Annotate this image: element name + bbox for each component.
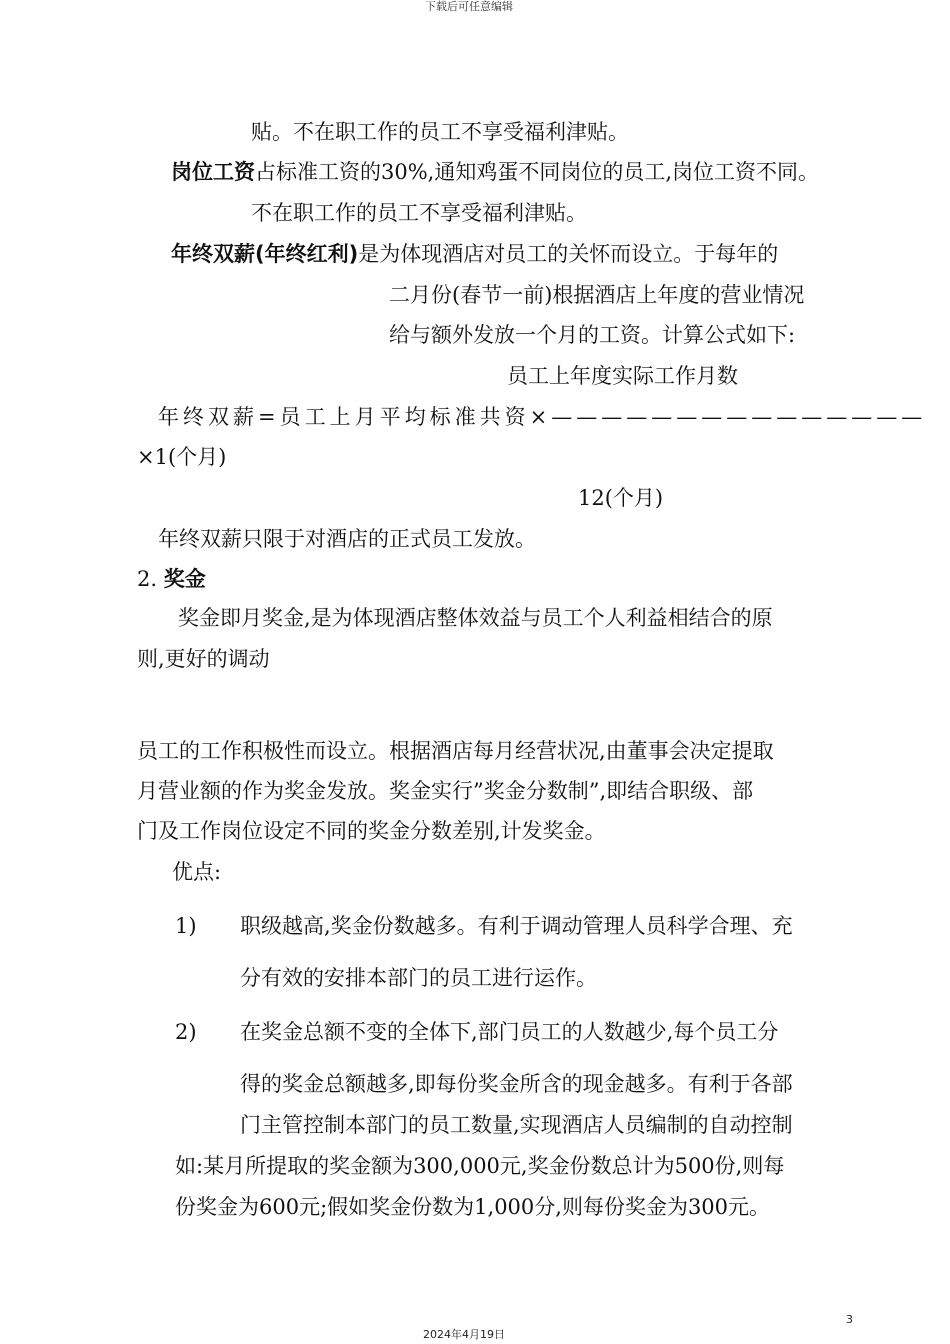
list-item-text: 门主管控制本部门的员工数量,实现酒店人员编制的自动控制 xyxy=(240,1113,793,1137)
section-title: 奖金 xyxy=(163,567,206,591)
formula-line: ×1(个月) xyxy=(137,445,227,469)
text-line: 如:某月所提取的奖金额为300,000元,奖金份数总计为500份,则每 xyxy=(175,1154,785,1178)
term-text: 是为体现酒店对员工的关怀而设立。于每年的 xyxy=(358,242,779,266)
page-header: 下载后可任意编辑 xyxy=(425,0,513,13)
text-line xyxy=(171,158,819,186)
term-text: 占标准工资的30%,通知鸡蛋不同岗位的员工,岗位工资不同。 xyxy=(255,160,820,184)
text-line: 贴。不在职工作的员工不享受福利津贴。 xyxy=(251,120,629,144)
text-line xyxy=(171,240,778,268)
term-heading: 年终双薪(年终红利) xyxy=(171,242,359,266)
list-item-number: 2) xyxy=(175,1020,197,1044)
formula-denominator: 12(个月) xyxy=(578,486,664,510)
text-line: 则,更好的调动 xyxy=(137,647,270,671)
footer-date: 2024年4月19日 xyxy=(423,1328,505,1341)
list-item-text: 分有效的安排本部门的员工进行运作。 xyxy=(240,966,597,990)
text-line: 奖金即月奖金,是为体现酒店整体效益与员工个人利益相结合的原 xyxy=(178,606,773,630)
term-heading: 岗位工资 xyxy=(171,160,255,184)
text-line: 份奖金为600元;假如奖金份数为1,000分,则每份奖金为300元。 xyxy=(175,1195,771,1219)
section-heading xyxy=(137,565,206,593)
page-number: 3 xyxy=(846,1313,853,1326)
formula-numerator: 员工上年度实际工作月数 xyxy=(507,364,738,388)
text-line: 月营业额的作为奖金发放。奖金实行”奖金分数制”,即结合职级、部 xyxy=(137,779,754,803)
text-line: 年终双薪只限于对酒店的正式员工发放。 xyxy=(158,527,536,551)
text-line: 二月份(春节一前)根据酒店上年度的营业情况 xyxy=(389,283,805,307)
text-line: 不在职工作的员工不享受福利津贴。 xyxy=(251,201,587,225)
list-item-text: 在奖金总额不变的全体下,部门员工的人数越少,每个员工分 xyxy=(240,1020,779,1044)
list-item-text: 职级越高,奖金份数越多。有利于调动管理人员科学合理、充 xyxy=(240,914,793,938)
list-item-text: 得的奖金总额越多,即每份奖金所含的现金越多。有利于各部 xyxy=(240,1072,793,1096)
text-line: 员工的工作积极性而设立。根据酒店每月经营状况,由董事会决定提取 xyxy=(137,739,774,763)
section-number: 2. xyxy=(137,567,158,591)
formula-line: 年终双薪=员工上月平均标准共资×——————————————— xyxy=(158,405,927,429)
text-line: 给与额外发放一个月的工资。计算公式如下: xyxy=(389,323,796,347)
text-line: 优点: xyxy=(172,860,222,884)
list-item-number: 1) xyxy=(175,914,197,938)
text-line: 门及工作岗位设定不同的奖金分数差别,计发奖金。 xyxy=(137,819,606,843)
